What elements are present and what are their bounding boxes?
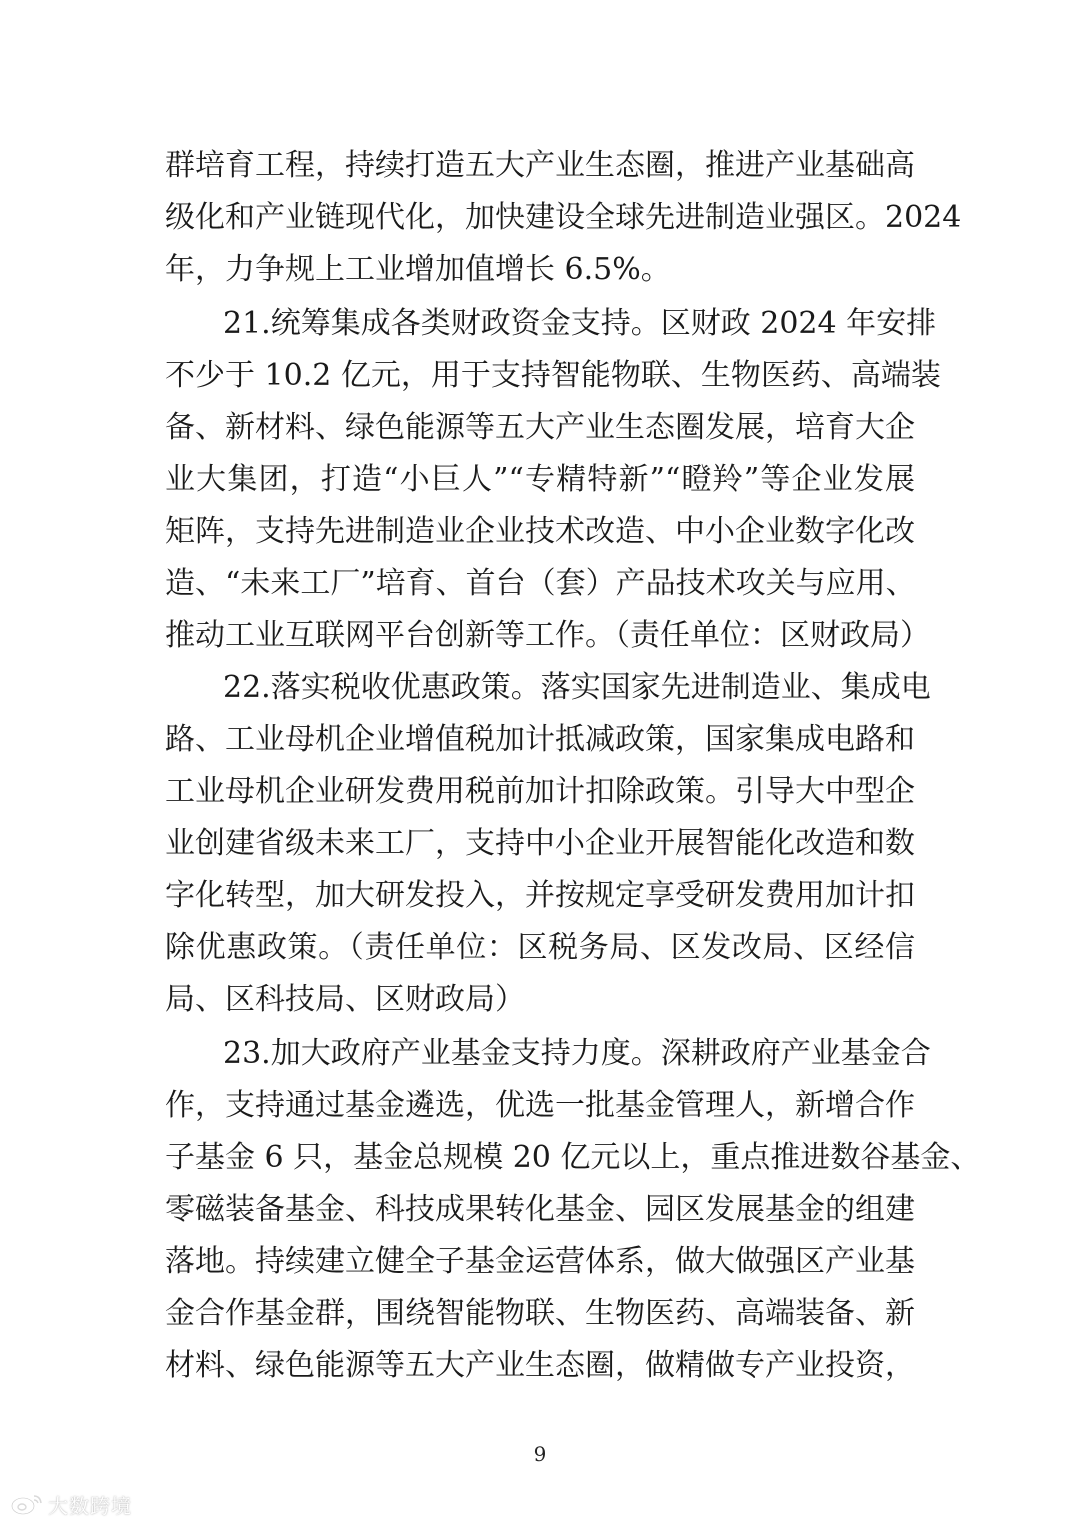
body-text-line: 作，支持通过基金遴选，优选一批基金管理人，新增合作 [165,1088,915,1123]
page-number: 9 [533,1442,547,1466]
watermark [10,1488,132,1520]
watermark-text: 大数跨境 [48,1493,132,1518]
body-text-line: 业大集团，打造“小巨人”“专精特新”“瞪羚”等企业发展 [165,462,915,497]
body-text-line: 除优惠政策。（责任单位：区税务局、区发改局、区经信 [165,930,915,965]
body-text-line: 群培育工程，持续打造五大产业生态圈，推进产业基础高 [165,148,915,183]
body-text-line: 推动工业互联网平台创新等工作。（责任单位：区财政局） [165,618,930,653]
body-text-line: 金合作基金群，围绕智能物联、生物医药、高端装备、新 [165,1296,915,1331]
body-text-line: 备、新材料、绿色能源等五大产业生态圈发展，培育大企 [165,410,915,445]
body-text-line: 业创建省级未来工厂，支持中小企业开展智能化改造和数 [165,826,915,861]
body-text-line: 工业母机企业研发费用税前加计扣除政策。引导大中型企 [165,774,915,809]
body-text-line: 局、区科技局、区财政局） [165,982,525,1017]
section-21-heading-line: 21.统筹集成各类财政资金支持。区财政 2024 年安排 [223,306,937,341]
section-22-heading-line: 22.落实税收优惠政策。落实国家先进制造业、集成电 [223,670,931,705]
body-text-line: 材料、绿色能源等五大产业生态圈，做精做专产业投资， [165,1348,915,1383]
weibo-logo-icon [10,1493,44,1515]
body-text-line: 子基金 6 只，基金总规模 20 亿元以上，重点推进数谷基金、 [165,1140,981,1175]
body-text-line: 级化和产业链现代化，加快建设全球先进制造业强区。2024 [165,200,962,235]
body-text-line: 矩阵，支持先进制造业企业技术改造、中小企业数字化改 [165,514,915,549]
body-text-line: 零磁装备基金、科技成果转化基金、园区发展基金的组建 [165,1192,915,1227]
body-text-line: 造、“未来工厂”培育、首台（套）产品技术攻关与应用、 [165,566,916,601]
body-text-line: 落地。持续建立健全子基金运营体系，做大做强区产业基 [165,1244,915,1279]
body-text-line: 字化转型，加大研发投入，并按规定享受研发费用加计扣 [165,878,915,913]
section-23-heading-line: 23.加大政府产业基金支持力度。深耕政府产业基金合 [223,1036,931,1071]
body-text-line: 路、工业母机企业增值税加计抵减政策，国家集成电路和 [165,722,915,757]
body-text-line: 年，力争规上工业增加值增长 6.5%。 [165,252,671,287]
body-text-line: 不少于 10.2 亿元，用于支持智能物联、生物医药、高端装 [165,358,941,393]
